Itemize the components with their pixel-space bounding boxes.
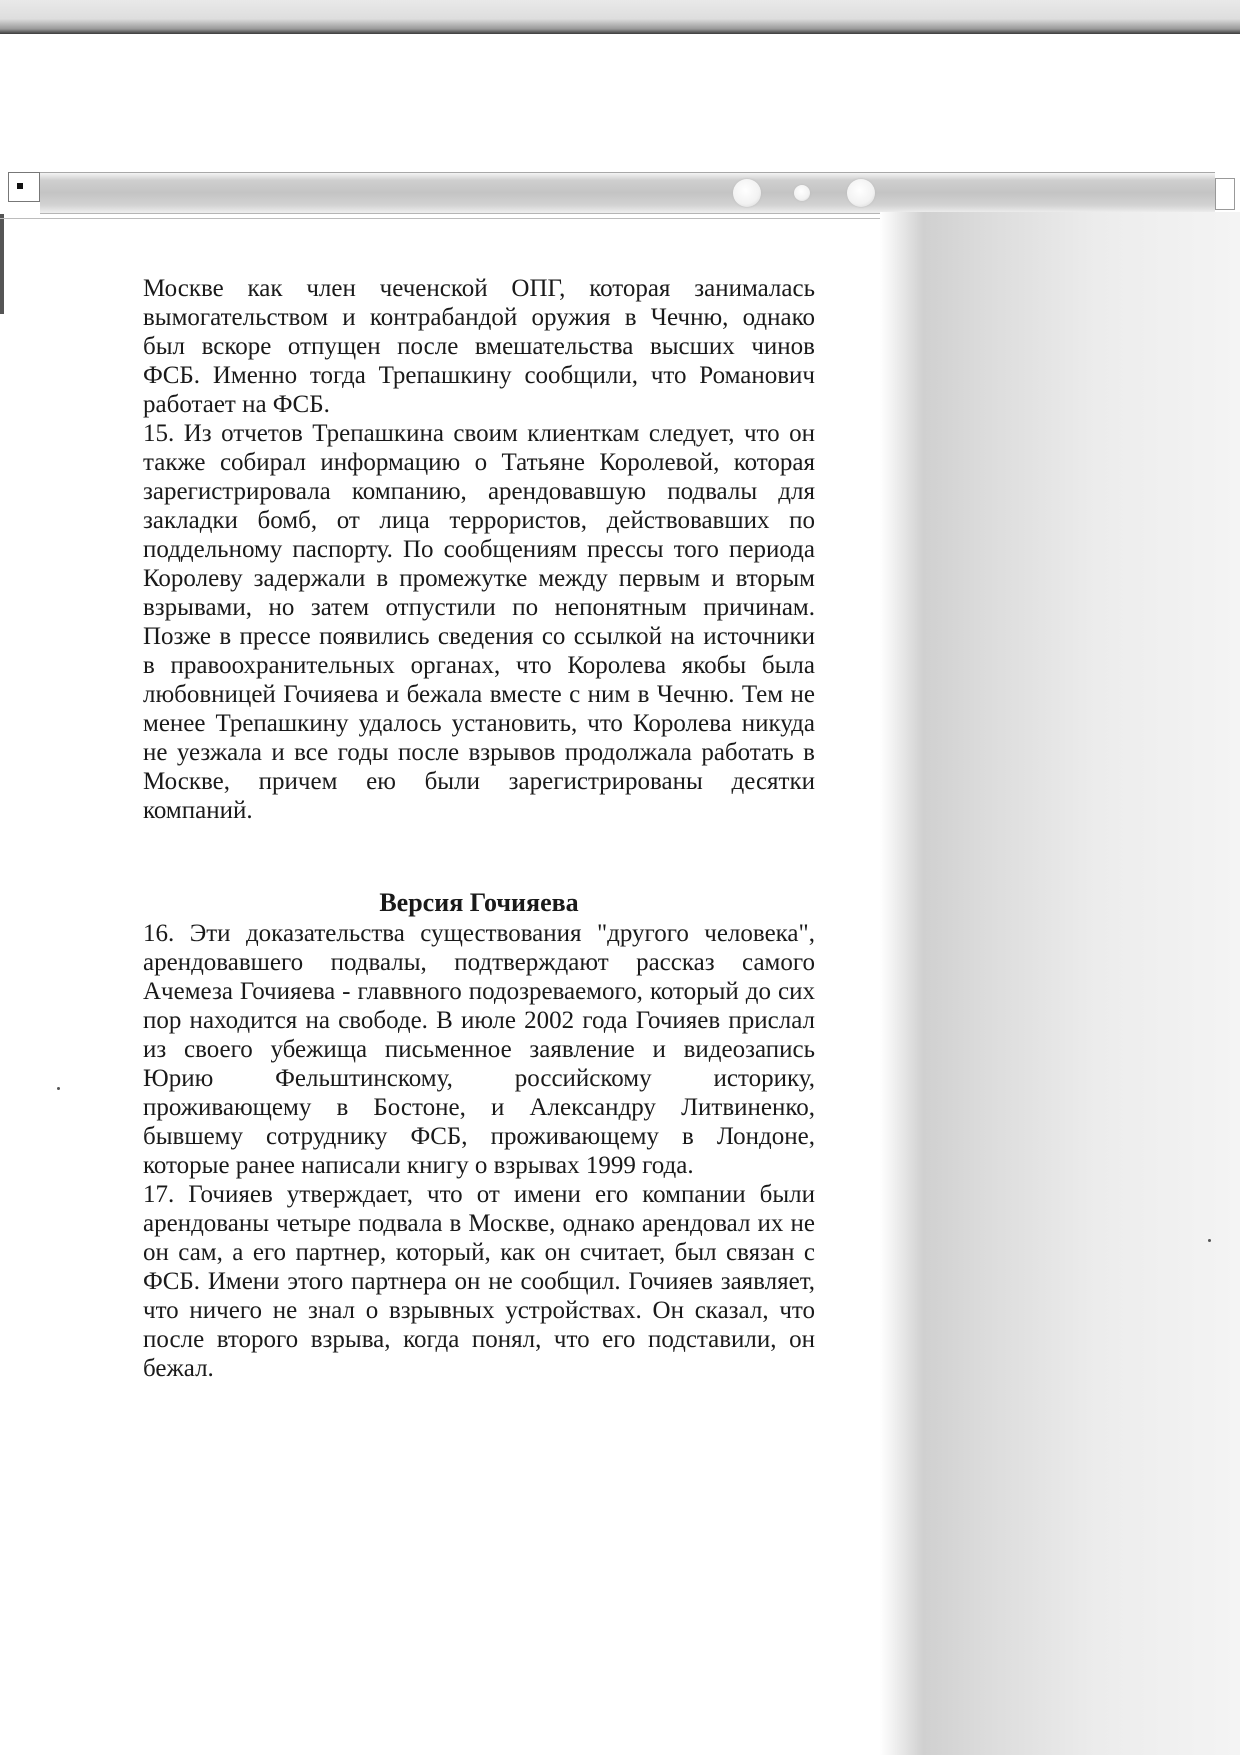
paragraph-17: 17. Гочияев утверждает, что от имени его компании были арендованы четыре подвала в Москве, однако арендовал их не он сам, а его партнер, который, как он считает, был связан с ФСБ. Имени этого партнера он не сообщил. Гочияев заявляет, что ничего не знал о взрывных устройствах. Он сказал, что после второго взрыва, когда понял, что его подставили, он бежал. <box>143 1181 815 1382</box>
scan-speck <box>1208 1239 1211 1242</box>
binder-hole-right <box>847 179 875 207</box>
binder-clip-end <box>8 172 40 202</box>
paragraph-16: 16. Эти доказательства существования "другого человека", арендовавшего подвалы, подтверждают рассказ самого Ачемеза Гочияева - главвного подозреваемого, который до сих пор находится на свободе. В июле 2002 года Гочияев прислал из своего убежища письменное заявление и видеозапись Юрию Фельштинскому, российскому историку, проживающему в Бостоне, и Александру Литвиненко, бывшему сотруднику ФСБ, проживающему в Лондоне, которые ранее написали книгу о взрывах 1999 года. <box>143 920 815 1179</box>
paragraph-continuation: Москве как член чеченской ОПГ, которая занималась вымогательством и контрабандой оружия в Чечню, однако был вскоре отпущен после вмешательства высших чинов ФСБ. Именно тогда Трепашкину сообщили, что Романович работает на ФСБ. <box>143 275 815 418</box>
scan-speck <box>57 1087 60 1090</box>
scanner-lid-edge <box>0 0 1240 34</box>
binder-clip-rivet <box>17 183 23 189</box>
binder-hole-center <box>794 185 810 201</box>
section-heading: Версия Гочияева <box>379 888 579 917</box>
binder-clip-cap <box>1215 178 1235 210</box>
document-body <box>143 274 815 1383</box>
paragraph-15: 15. Из отчетов Трепашкина своим клиенткам следует, что он также собирал информацию о Татьяне Королевой, которая зарегистрировала компанию, арендовавшую подвалы для закладки бомб, от лица террористов, действовавших по поддельному паспорту. По сообщениям прессы того периода Королеву задержали в промежутке между первым и вторым взрывами, но затем отпустили по непонятным причинам. Позже в прессе появились сведения со ссылкой на источники в правоохранительных органах, что Королева якобы была любовницей Гочияева и бежала вместе с ним в Чечню. Тем не менее Трепашкину удалось установить, что Королева никуда не уезжала и все годы после взрывов продолжала работать в Москве, причем ею были зарегистрированы десятки компаний. <box>143 420 815 824</box>
binder-hole-left <box>733 179 761 207</box>
page-left-edge <box>0 214 4 314</box>
page-top-edge <box>0 218 880 219</box>
page-edge-shadow <box>880 212 1240 1755</box>
binder-clip-bar <box>40 172 1215 214</box>
